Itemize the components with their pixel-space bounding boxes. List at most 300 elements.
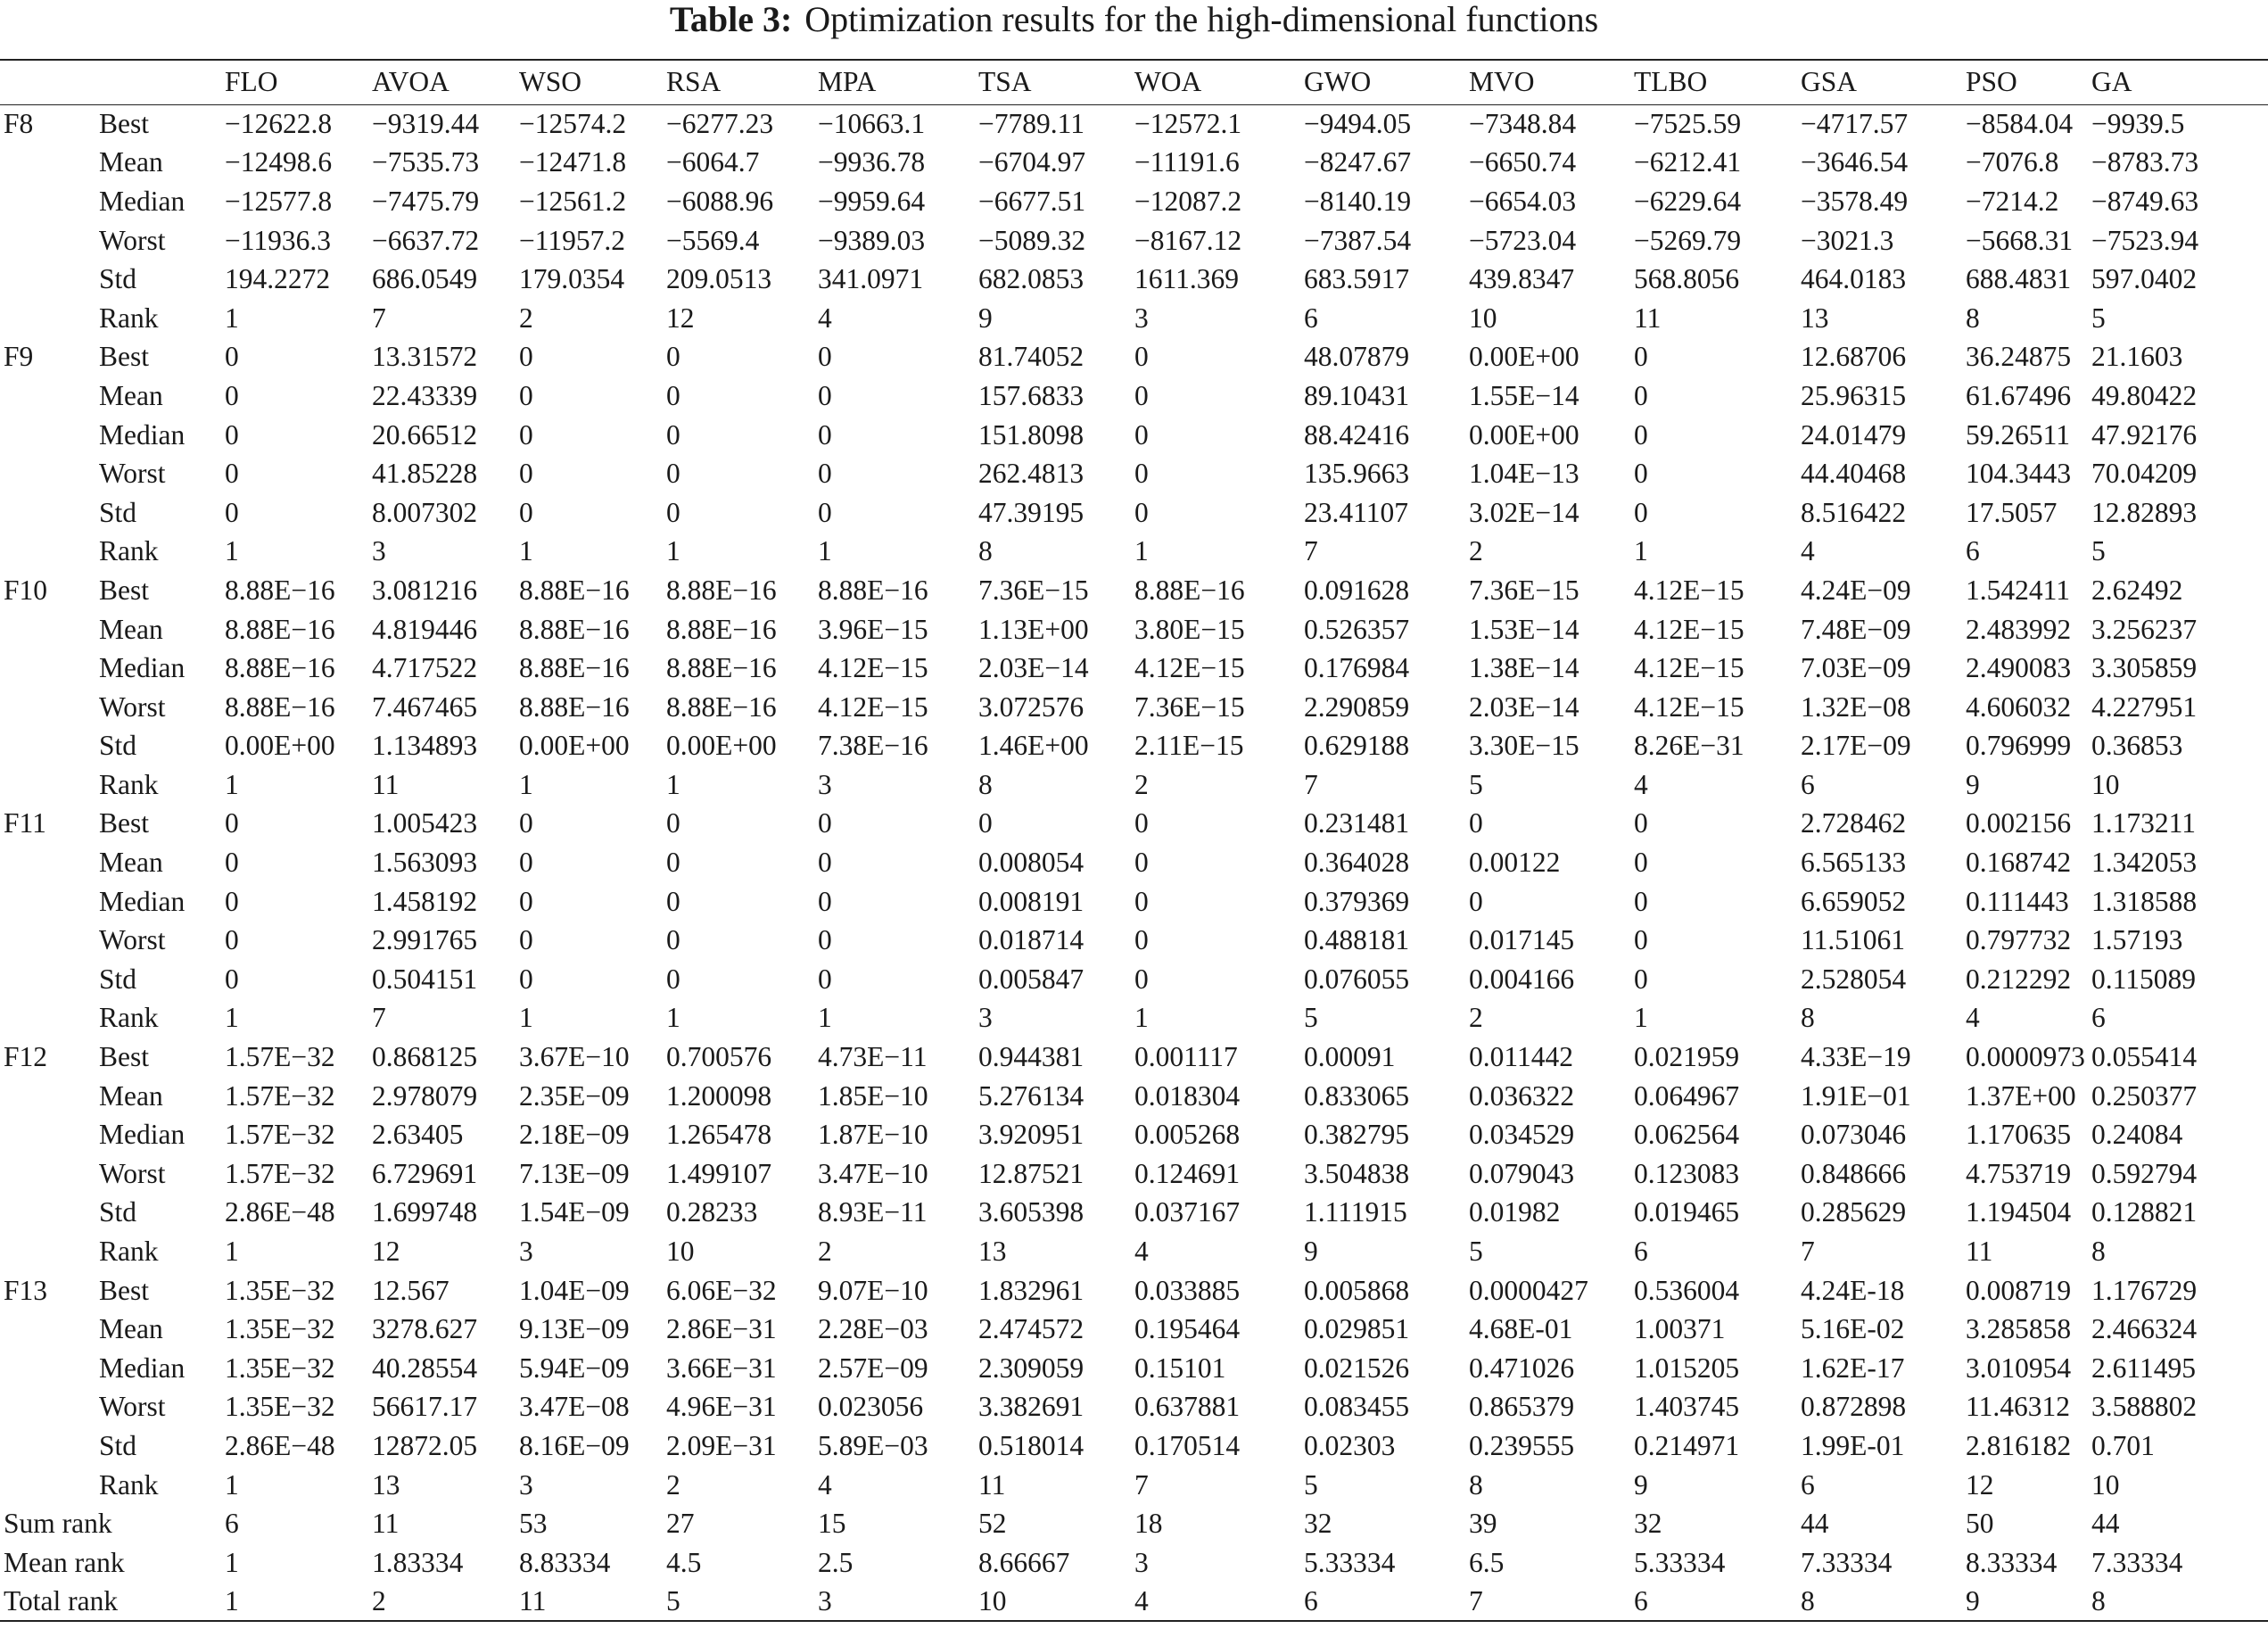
value-cell: −7789.11 xyxy=(978,108,1085,140)
value-cell: 1 xyxy=(666,1002,680,1034)
value-cell: 0.518014 xyxy=(978,1429,1085,1461)
metric-label: Std xyxy=(99,263,137,295)
function-label xyxy=(0,144,94,183)
value-cell: 597.0402 xyxy=(2091,263,2198,295)
value-cell: 1.170635 xyxy=(1966,1119,2072,1151)
value-cell: 5 xyxy=(1469,768,1483,800)
value-cell: 3.256237 xyxy=(2091,613,2198,645)
table-row xyxy=(0,1115,2268,1154)
value-cell: 0.872898 xyxy=(1801,1391,1907,1423)
value-cell: 0.017145 xyxy=(1469,924,1575,956)
table-row xyxy=(0,1271,2268,1310)
value-cell: −3021.3 xyxy=(1801,224,1894,256)
value-cell: −7525.59 xyxy=(1634,108,1742,140)
value-cell: 25.96315 xyxy=(1801,379,1907,411)
value-cell: 8 xyxy=(1966,302,1980,334)
value-cell: 7.36E−15 xyxy=(1134,690,1245,723)
caption-text: Optimization results for the high-dimensional functions xyxy=(804,0,1599,39)
value-cell: 0.701 xyxy=(2091,1429,2155,1461)
value-cell: 682.0853 xyxy=(978,263,1085,295)
value-cell: 683.5917 xyxy=(1304,263,1410,295)
value-cell: 0.055414 xyxy=(2091,1041,2198,1073)
metric-label: Median xyxy=(99,185,186,217)
value-cell: 23.41107 xyxy=(1304,496,1408,528)
value-cell: 13 xyxy=(1801,302,1829,334)
value-cell: −12572.1 xyxy=(1134,108,1242,140)
table-header xyxy=(0,60,2268,104)
value-cell: 0.382795 xyxy=(1304,1119,1410,1151)
value-cell: 0 xyxy=(225,963,239,995)
function-label xyxy=(0,1077,94,1116)
value-cell: 1 xyxy=(1634,535,1648,567)
value-cell: 1.55E−14 xyxy=(1469,379,1579,411)
function-label xyxy=(0,649,94,688)
value-cell: 1 xyxy=(818,535,832,567)
value-cell: 0 xyxy=(1634,496,1648,528)
value-cell: 0 xyxy=(666,496,680,528)
value-cell: 0.128821 xyxy=(2091,1196,2198,1228)
value-cell: 4.12E−15 xyxy=(818,690,928,723)
metric-label: Rank xyxy=(99,1002,159,1034)
value-cell: 0.250377 xyxy=(2091,1079,2198,1112)
value-cell: 0.018714 xyxy=(978,924,1085,956)
value-cell: 4 xyxy=(1966,1002,1980,1034)
value-cell: 0 xyxy=(1634,963,1648,995)
value-cell: 1.57193 xyxy=(2091,924,2183,956)
metric-label: Std xyxy=(99,496,137,528)
value-cell: 6.659052 xyxy=(1801,885,1907,917)
value-cell: 1.99E-01 xyxy=(1801,1429,1905,1461)
summary-row xyxy=(0,1504,2268,1543)
value-cell: 47.92176 xyxy=(2091,418,2198,451)
value-cell: 6.565133 xyxy=(1801,847,1907,879)
value-cell: −6677.51 xyxy=(978,185,1086,217)
value-cell: 1.403745 xyxy=(1634,1391,1740,1423)
value-cell: 0.865379 xyxy=(1469,1391,1575,1423)
value-cell: 1 xyxy=(225,1002,239,1034)
table-row xyxy=(0,649,2268,688)
value-cell: 1 xyxy=(519,768,533,800)
value-cell: 3.382691 xyxy=(978,1391,1085,1423)
value-cell: 0 xyxy=(519,807,533,839)
value-cell: 0 xyxy=(225,418,239,451)
value-cell: 1.32E−08 xyxy=(1801,690,1911,723)
summary-value-cell: 8.33334 xyxy=(1966,1546,2058,1578)
value-cell: 0.001117 xyxy=(1134,1041,1238,1073)
table-row xyxy=(0,765,2268,805)
value-cell: 0.021526 xyxy=(1304,1352,1410,1384)
value-cell: 8.26E−31 xyxy=(1634,730,1744,762)
table-row xyxy=(0,960,2268,999)
value-cell: 0.176984 xyxy=(1304,652,1410,684)
column-header: MVO xyxy=(1467,60,1632,104)
value-cell: 0 xyxy=(666,847,680,879)
value-cell: −12471.8 xyxy=(519,146,627,178)
value-cell: 3.920951 xyxy=(978,1119,1085,1151)
value-cell: 0.115089 xyxy=(2091,963,2196,995)
value-cell: 0 xyxy=(1134,885,1149,917)
summary-value-cell: 52 xyxy=(978,1508,1007,1540)
value-cell: −12622.8 xyxy=(225,108,333,140)
value-cell: 4.717522 xyxy=(372,652,478,684)
value-cell: 0 xyxy=(519,496,533,528)
function-label xyxy=(0,1310,94,1349)
value-cell: 2.03E−14 xyxy=(1469,690,1579,723)
table-row xyxy=(0,1077,2268,1116)
summary-label: Sum rank xyxy=(4,1508,112,1540)
value-cell: 7.36E−15 xyxy=(1469,574,1579,606)
function-label xyxy=(0,765,94,805)
value-cell: −6637.72 xyxy=(372,224,480,256)
summary-row xyxy=(0,1543,2268,1583)
value-cell: −5723.04 xyxy=(1469,224,1577,256)
value-cell: 0 xyxy=(519,847,533,879)
summary-value-cell: 2.5 xyxy=(818,1546,854,1578)
value-cell: 0.0000973 xyxy=(1966,1041,2085,1073)
value-cell: 2.86E−48 xyxy=(225,1196,335,1228)
value-cell: 1.35E−32 xyxy=(225,1391,335,1423)
value-cell: 4.68E-01 xyxy=(1469,1313,1573,1345)
value-cell: 3.47E−08 xyxy=(519,1391,630,1423)
value-cell: 0.034529 xyxy=(1469,1119,1575,1151)
value-cell: 8 xyxy=(978,535,993,567)
value-cell: 7.38E−16 xyxy=(818,730,928,762)
value-cell: −11191.6 xyxy=(1134,146,1240,178)
value-cell: 4 xyxy=(818,302,832,334)
summary-label: Mean rank xyxy=(4,1546,125,1578)
value-cell: 8.88E−16 xyxy=(225,690,335,723)
summary-value-cell: 53 xyxy=(519,1508,548,1540)
value-cell: −7214.2 xyxy=(1966,185,2059,217)
value-cell: 8.88E−16 xyxy=(666,574,777,606)
value-cell: 2.35E−09 xyxy=(519,1079,630,1112)
value-cell: 2.728462 xyxy=(1801,807,1907,839)
value-cell: 3 xyxy=(519,1236,533,1268)
value-cell: 1.111915 xyxy=(1304,1196,1407,1228)
function-label xyxy=(0,299,94,338)
value-cell: 12.87521 xyxy=(978,1157,1085,1189)
value-cell: 2 xyxy=(666,1468,680,1501)
value-cell: 7 xyxy=(372,1002,386,1034)
metric-label: Worst xyxy=(99,458,166,490)
value-cell: 2 xyxy=(1469,1002,1483,1034)
value-cell: 2.57E−09 xyxy=(818,1352,928,1384)
value-cell: 8.88E−16 xyxy=(225,613,335,645)
value-cell: 0.00E+00 xyxy=(666,730,777,762)
metric-label: Worst xyxy=(99,1157,166,1189)
value-cell: 2.483992 xyxy=(1966,613,2072,645)
value-cell: 0 xyxy=(519,458,533,490)
value-cell: 0 xyxy=(1634,341,1648,373)
function-label xyxy=(0,727,94,766)
value-cell: 2.991765 xyxy=(372,924,478,956)
value-cell: 8.88E−16 xyxy=(519,574,630,606)
value-cell: 0.023056 xyxy=(818,1391,924,1423)
value-cell: 0.021959 xyxy=(1634,1041,1740,1073)
value-cell: −12498.6 xyxy=(225,146,333,178)
value-cell: 0 xyxy=(225,847,239,879)
value-cell: 1 xyxy=(519,535,533,567)
value-cell: 0 xyxy=(1134,341,1149,373)
summary-value-cell: 8.66667 xyxy=(978,1546,1070,1578)
value-cell: 0.629188 xyxy=(1304,730,1410,762)
value-cell: 8.88E−16 xyxy=(1134,574,1245,606)
value-cell: 2.816182 xyxy=(1966,1429,2072,1461)
table-row xyxy=(0,843,2268,882)
value-cell: 1 xyxy=(1134,1002,1149,1034)
metric-label: Rank xyxy=(99,535,159,567)
value-cell: 0 xyxy=(225,924,239,956)
value-cell: 2.09E−31 xyxy=(666,1429,777,1461)
value-cell: 0 xyxy=(225,496,239,528)
value-cell: 5 xyxy=(2091,302,2106,334)
summary-value-cell: 7.33334 xyxy=(2091,1546,2183,1578)
value-cell: 2.17E−09 xyxy=(1801,730,1911,762)
metric-label: Rank xyxy=(99,302,159,334)
column-header: RSA xyxy=(664,60,816,104)
value-cell: 20.66512 xyxy=(372,418,478,451)
value-cell: 7.467465 xyxy=(372,690,478,723)
value-cell: 1.176729 xyxy=(2091,1274,2198,1306)
value-cell: 1.194504 xyxy=(1966,1196,2072,1228)
value-cell: 2.466324 xyxy=(2091,1313,2198,1345)
value-cell: 0 xyxy=(666,924,680,956)
value-cell: −7535.73 xyxy=(372,146,480,178)
summary-value-cell: 39 xyxy=(1469,1508,1497,1540)
value-cell: 7 xyxy=(372,302,386,334)
summary-value-cell: 27 xyxy=(666,1508,695,1540)
value-cell: 4.12E−15 xyxy=(1634,613,1744,645)
value-cell: 8.88E−16 xyxy=(666,652,777,684)
value-cell: 1 xyxy=(1134,535,1149,567)
function-label xyxy=(0,1388,94,1427)
value-cell: 0.797732 xyxy=(1966,924,2072,956)
value-cell: 0.536004 xyxy=(1634,1274,1740,1306)
value-cell: 0 xyxy=(225,807,239,839)
value-cell: 1.542411 xyxy=(1966,574,2070,606)
value-cell: 7 xyxy=(1304,535,1318,567)
summary-value-cell: 6 xyxy=(1302,1583,1467,1622)
function-label xyxy=(0,610,94,649)
value-cell: 151.8098 xyxy=(978,418,1085,451)
value-cell: 61.67496 xyxy=(1966,379,2072,411)
table-row xyxy=(0,921,2268,960)
value-cell: 3.504838 xyxy=(1304,1157,1410,1189)
table-row xyxy=(0,416,2268,455)
value-cell: 4.12E−15 xyxy=(1634,690,1744,723)
value-cell: 44.40468 xyxy=(1801,458,1907,490)
value-cell: 13.31572 xyxy=(372,341,478,373)
value-cell: 2 xyxy=(818,1236,832,1268)
value-cell: 0.28233 xyxy=(666,1196,758,1228)
value-cell: 2 xyxy=(1134,768,1149,800)
value-cell: 0 xyxy=(666,341,680,373)
value-cell: 0.195464 xyxy=(1134,1313,1241,1345)
value-cell: 11 xyxy=(978,1468,1006,1501)
value-cell: 0.231481 xyxy=(1304,807,1410,839)
value-cell: 4.24E-18 xyxy=(1801,1274,1905,1306)
value-cell: 8.88E−16 xyxy=(666,690,777,723)
value-cell: 2.11E−15 xyxy=(1134,730,1244,762)
value-cell: 12.68706 xyxy=(1801,341,1907,373)
summary-value-cell: 4.5 xyxy=(666,1546,702,1578)
value-cell: −6064.7 xyxy=(666,146,760,178)
value-cell: 4.73E−11 xyxy=(818,1041,928,1073)
value-cell: 8 xyxy=(2091,1236,2106,1268)
value-cell: 6 xyxy=(1304,302,1318,334)
table-row xyxy=(0,1038,2268,1077)
summary-value-cell: 8 xyxy=(1799,1583,1964,1622)
value-cell: 0 xyxy=(225,885,239,917)
value-cell: 1.85E−10 xyxy=(818,1079,928,1112)
value-cell: 0 xyxy=(818,458,832,490)
value-cell: 0 xyxy=(666,885,680,917)
value-cell: 0.833065 xyxy=(1304,1079,1410,1112)
summary-value-cell: 6 xyxy=(1632,1583,1799,1622)
value-cell: 2.18E−09 xyxy=(519,1119,630,1151)
value-cell: 262.4813 xyxy=(978,458,1085,490)
function-label: F8 xyxy=(4,108,34,140)
value-cell: 0 xyxy=(225,379,239,411)
value-cell: 0 xyxy=(818,924,832,956)
value-cell: 5.94E−09 xyxy=(519,1352,630,1384)
value-cell: 0.379369 xyxy=(1304,885,1410,917)
table-row xyxy=(0,221,2268,260)
value-cell: 6 xyxy=(1966,535,1980,567)
value-cell: 5 xyxy=(1304,1002,1318,1034)
value-cell: 7.13E−09 xyxy=(519,1157,630,1189)
column-header: GWO xyxy=(1302,60,1467,104)
value-cell: −5269.79 xyxy=(1634,224,1742,256)
value-cell: 0 xyxy=(1634,885,1648,917)
header-function xyxy=(0,60,94,104)
value-cell: 0 xyxy=(1469,885,1483,917)
value-cell: 0.091628 xyxy=(1304,574,1410,606)
table-row xyxy=(0,104,2268,144)
value-cell: −11957.2 xyxy=(519,224,625,256)
value-cell: −9319.44 xyxy=(372,108,480,140)
value-cell: 3.02E−14 xyxy=(1469,496,1579,528)
value-cell: 1 xyxy=(1634,1002,1648,1034)
value-cell: 3 xyxy=(372,535,386,567)
value-cell: 0 xyxy=(1134,496,1149,528)
value-cell: 8.88E−16 xyxy=(818,574,928,606)
metric-label: Std xyxy=(99,730,137,762)
column-header: WOA xyxy=(1133,60,1302,104)
value-cell: 4 xyxy=(1801,535,1815,567)
value-cell: 6 xyxy=(2091,1002,2106,1034)
summary-value-cell: 4 xyxy=(1133,1583,1302,1622)
table-row xyxy=(0,805,2268,844)
value-cell: 1.173211 xyxy=(2091,807,2196,839)
function-label xyxy=(0,493,94,533)
summary-value-cell: 50 xyxy=(1966,1508,1994,1540)
function-label: F9 xyxy=(4,341,34,373)
value-cell: 0 xyxy=(1134,924,1149,956)
value-cell: 0.005268 xyxy=(1134,1119,1241,1151)
value-cell: 0.488181 xyxy=(1304,924,1410,956)
value-cell: 0.504151 xyxy=(372,963,478,995)
value-cell: 4.33E−19 xyxy=(1801,1041,1911,1073)
value-cell: 9 xyxy=(1966,768,1980,800)
value-cell: 1 xyxy=(666,768,680,800)
value-cell: 8 xyxy=(978,768,993,800)
value-cell: 0 xyxy=(225,458,239,490)
value-cell: 0 xyxy=(1134,458,1149,490)
value-cell: 1.38E−14 xyxy=(1469,652,1579,684)
value-cell: 0 xyxy=(519,418,533,451)
value-cell: 0.083455 xyxy=(1304,1391,1410,1423)
value-cell: 13 xyxy=(372,1468,400,1501)
value-cell: 10 xyxy=(2091,768,2120,800)
function-label xyxy=(0,843,94,882)
summary-value-cell: 7 xyxy=(1467,1583,1632,1622)
value-cell: 0.00122 xyxy=(1469,847,1561,879)
value-cell: −9389.03 xyxy=(818,224,926,256)
value-cell: 0.079043 xyxy=(1469,1157,1575,1189)
value-cell: 0.00E+00 xyxy=(1469,341,1579,373)
value-cell: 7.36E−15 xyxy=(978,574,1089,606)
value-cell: −9959.64 xyxy=(818,185,926,217)
value-cell: 4.24E−09 xyxy=(1801,574,1911,606)
value-cell: −9939.5 xyxy=(2091,108,2185,140)
value-cell: 1 xyxy=(225,1236,239,1268)
value-cell: 0.005847 xyxy=(978,963,1085,995)
function-label xyxy=(0,1194,94,1233)
value-cell: −8584.04 xyxy=(1966,108,2074,140)
table-container xyxy=(0,59,2268,1622)
value-cell: 5.276134 xyxy=(978,1079,1085,1112)
table-row xyxy=(0,1349,2268,1388)
value-cell: 0.0000427 xyxy=(1469,1274,1588,1306)
value-cell: 0.00E+00 xyxy=(225,730,335,762)
value-cell: −8247.67 xyxy=(1304,146,1412,178)
value-cell: 4 xyxy=(818,1468,832,1501)
value-cell: 0 xyxy=(1134,418,1149,451)
value-cell: 9 xyxy=(1304,1236,1318,1268)
function-label xyxy=(0,999,94,1038)
value-cell: 0 xyxy=(1134,847,1149,879)
value-cell: 0 xyxy=(666,963,680,995)
value-cell: 8 xyxy=(1801,1002,1815,1034)
summary-value-cell: 7.33334 xyxy=(1801,1546,1893,1578)
value-cell: 24.01479 xyxy=(1801,418,1907,451)
value-cell: 3.285858 xyxy=(1966,1313,2072,1345)
value-cell: 3.605398 xyxy=(978,1196,1085,1228)
metric-label: Std xyxy=(99,1429,137,1461)
value-cell: 36.24875 xyxy=(1966,341,2072,373)
value-cell: 0.36853 xyxy=(2091,730,2183,762)
value-cell: 3 xyxy=(978,1002,993,1034)
value-cell: 1.318588 xyxy=(2091,885,2198,917)
table-row xyxy=(0,533,2268,572)
value-cell: 4.12E−15 xyxy=(1634,652,1744,684)
value-cell: 1.53E−14 xyxy=(1469,613,1579,645)
value-cell: 1 xyxy=(818,1002,832,1034)
value-cell: 6.729691 xyxy=(372,1157,478,1189)
value-cell: 2.474572 xyxy=(978,1313,1085,1345)
summary-value-cell: 9 xyxy=(1964,1583,2090,1622)
value-cell: 0.00E+00 xyxy=(519,730,630,762)
metric-label: Mean xyxy=(99,613,163,645)
table-row xyxy=(0,610,2268,649)
value-cell: 0.005868 xyxy=(1304,1274,1410,1306)
value-cell: 0.037167 xyxy=(1134,1196,1241,1228)
summary-value-cell: 3 xyxy=(816,1583,977,1622)
value-cell: 56617.17 xyxy=(372,1391,478,1423)
metric-label: Best xyxy=(99,341,150,373)
value-cell: 4.12E−15 xyxy=(1634,574,1744,606)
